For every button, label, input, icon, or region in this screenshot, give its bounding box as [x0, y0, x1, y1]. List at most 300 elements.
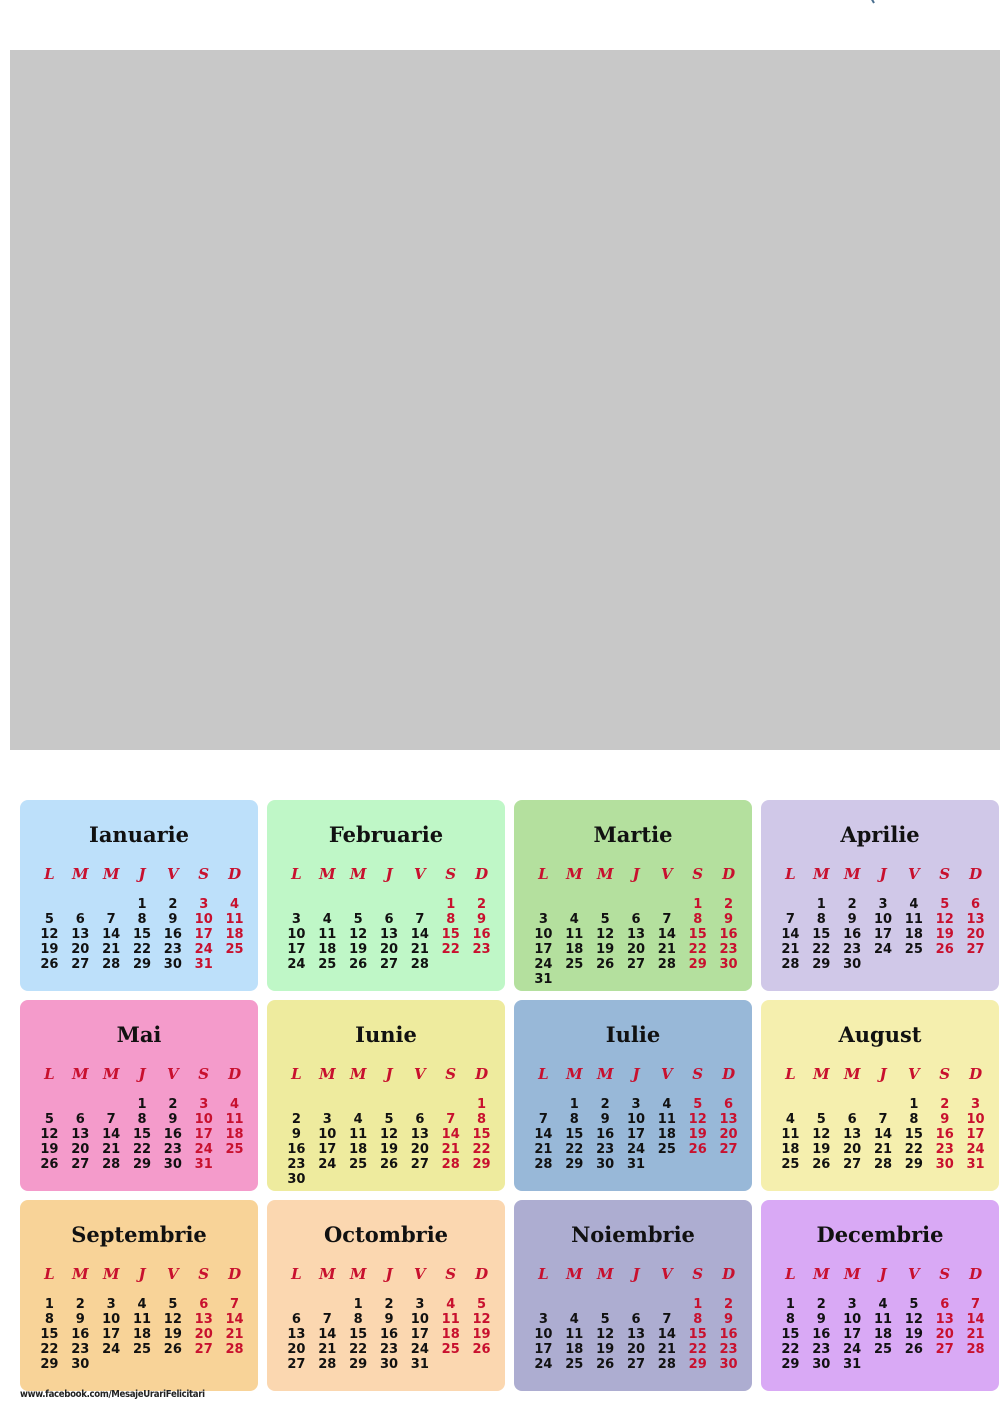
day-number: 11 [781, 1127, 800, 1142]
weekend-day: 16 [472, 927, 491, 942]
day-number: 17 [287, 942, 306, 957]
day-number: 3 [415, 1297, 425, 1312]
weekend-day: 14 [225, 1312, 244, 1327]
weekday-label: D [228, 1265, 242, 1283]
weekday-label: M [102, 1265, 120, 1283]
day-number: 1 [569, 1097, 579, 1112]
month-day-grid [528, 867, 744, 987]
weekend-day: 7 [230, 1297, 240, 1312]
day-number: 11 [565, 1327, 584, 1342]
day-number: 26 [349, 957, 368, 972]
month-card-decembrie [761, 1200, 999, 1391]
day-number: 18 [904, 927, 923, 942]
month-day-grid [34, 1267, 250, 1372]
weekday-label: J [632, 1265, 640, 1283]
day-number: 30 [163, 957, 182, 972]
weekend-day: 17 [966, 1127, 985, 1142]
day-number: 23 [163, 1142, 182, 1157]
day-number: 15 [781, 1327, 800, 1342]
header-spacer [435, 1086, 466, 1094]
day-number: 25 [349, 1157, 368, 1172]
day-number: 14 [102, 1127, 121, 1142]
weekday-label: M [565, 1065, 583, 1083]
day-number: 21 [873, 1142, 893, 1157]
month-card-martie [514, 800, 752, 991]
day-number: 8 [137, 912, 147, 927]
day-number: 14 [102, 927, 121, 942]
weekend-day: 28 [225, 1342, 244, 1357]
header-spacer [312, 1286, 343, 1294]
weekday-label: S [692, 1065, 704, 1083]
weekday-label: S [198, 865, 210, 883]
weekday-label: J [138, 1065, 146, 1083]
header-spacer [281, 1286, 312, 1294]
weekend-day: 22 [688, 1342, 707, 1357]
day-number: 4 [137, 1297, 147, 1312]
weekend-day: 9 [724, 1312, 734, 1327]
header-spacer [404, 1086, 435, 1094]
day-number: 10 [626, 1112, 646, 1127]
day-number: 21 [102, 1142, 121, 1157]
calendar-months [20, 800, 999, 1391]
day-number: 19 [40, 942, 59, 957]
day-number: 23 [287, 1157, 306, 1172]
day-number: 31 [843, 1357, 862, 1372]
header-spacer [960, 886, 991, 894]
weekday-label: M [596, 865, 614, 883]
weekend-day: 10 [194, 1112, 213, 1127]
day-number: 21 [781, 942, 800, 957]
weekend-day: 15 [688, 927, 707, 942]
day-number: 27 [71, 1157, 90, 1172]
day-number: 21 [657, 942, 676, 957]
day-number: 14 [318, 1327, 337, 1342]
day-number: 30 [163, 1157, 182, 1172]
day-number: 7 [106, 912, 116, 927]
day-number: 9 [384, 1312, 394, 1327]
day-number: 6 [631, 912, 641, 927]
day-number: 15 [349, 1327, 368, 1342]
day-number: 28 [534, 1157, 553, 1172]
day-number: 20 [410, 1142, 429, 1157]
day-number: 9 [291, 1127, 301, 1142]
day-number: 5 [353, 912, 363, 927]
month-day-grid [528, 1067, 744, 1172]
weekend-day: 1 [693, 897, 703, 912]
day-number: 12 [812, 1127, 831, 1142]
day-number: 9 [168, 912, 178, 927]
weekend-day: 5 [693, 1097, 703, 1112]
weekday-label: V [661, 1265, 673, 1283]
day-number: 7 [785, 912, 795, 927]
weekend-day: 21 [966, 1327, 985, 1342]
weekend-day: 11 [225, 1112, 244, 1127]
header-spacer [404, 886, 435, 894]
weekday-label: L [785, 1265, 796, 1283]
day-number: 17 [626, 1127, 646, 1142]
photo-placeholder [10, 50, 1000, 750]
header-spacer [127, 886, 158, 894]
day-number: 15 [565, 1127, 584, 1142]
month-title: Iunie [355, 1022, 417, 1047]
header-spacer [929, 886, 960, 894]
day-number: 19 [812, 1142, 831, 1157]
day-number: 1 [909, 1097, 919, 1112]
weekday-label: J [632, 1065, 640, 1083]
day-number: 8 [353, 1312, 363, 1327]
day-number: 25 [657, 1142, 676, 1157]
day-number: 20 [71, 1142, 90, 1157]
day-number: 19 [596, 1342, 615, 1357]
day-number: 28 [410, 957, 429, 972]
day-number: 15 [904, 1127, 923, 1142]
weekend-day: 23 [935, 1142, 954, 1157]
weekday-label: M [102, 1065, 120, 1083]
day-number: 18 [565, 1342, 584, 1357]
day-number: 2 [168, 897, 178, 912]
weekend-day: 23 [719, 1342, 738, 1357]
day-number: 22 [812, 942, 831, 957]
day-number: 1 [44, 1297, 54, 1312]
weekend-day: 21 [225, 1327, 244, 1342]
day-number: 6 [75, 912, 85, 927]
day-number: 23 [71, 1342, 90, 1357]
weekday-label: S [692, 1265, 704, 1283]
weekday-label: M [318, 1065, 336, 1083]
day-number: 8 [785, 1312, 795, 1327]
header-spacer [312, 1086, 343, 1094]
weekday-label: D [969, 1265, 983, 1283]
day-number: 1 [816, 897, 826, 912]
weekend-day: 26 [935, 942, 954, 957]
header-spacer [219, 1086, 250, 1094]
day-number: 5 [44, 1112, 54, 1127]
month-title: Septembrie [71, 1222, 207, 1247]
day-number: 2 [168, 1097, 178, 1112]
day-number: 10 [102, 1312, 121, 1327]
day-number: 9 [600, 1112, 610, 1127]
header-spacer [96, 1086, 127, 1094]
day-number: 7 [662, 1312, 672, 1327]
weekday-label: M [71, 865, 89, 883]
day-number: 31 [410, 1357, 429, 1372]
header-spacer [898, 886, 929, 894]
day-number: 16 [71, 1327, 90, 1342]
weekday-label: D [475, 1065, 489, 1083]
day-number: 28 [873, 1157, 893, 1172]
header-spacer [404, 1286, 435, 1294]
day-number: 3 [106, 1297, 116, 1312]
header-spacer [157, 1086, 188, 1094]
day-number: 22 [349, 1342, 368, 1357]
day-number: 15 [132, 1127, 152, 1142]
day-number: 24 [873, 942, 893, 957]
day-number: 17 [534, 942, 553, 957]
weekday-label: V [414, 1065, 426, 1083]
day-number: 18 [657, 1127, 676, 1142]
header-spacer [466, 1086, 497, 1094]
weekday-label: M [596, 1065, 614, 1083]
header-spacer [343, 886, 374, 894]
day-number: 17 [873, 927, 893, 942]
day-number: 10 [410, 1312, 429, 1327]
weekend-day: 9 [477, 912, 487, 927]
weekday-label: L [785, 1065, 796, 1083]
day-number: 19 [349, 942, 368, 957]
weekend-day: 15 [688, 1327, 707, 1342]
weekend-day: 17 [194, 927, 213, 942]
weekend-day: 28 [441, 1157, 460, 1172]
weekday-label: S [198, 1065, 210, 1083]
weekend-day: 13 [966, 912, 985, 927]
weekday-label: D [722, 865, 736, 883]
weekend-day: 11 [441, 1312, 460, 1327]
day-number: 4 [353, 1112, 363, 1127]
weekday-label: S [692, 865, 704, 883]
day-number: 27 [626, 1357, 646, 1372]
day-number: 12 [379, 1127, 399, 1142]
weekend-day: 7 [446, 1112, 456, 1127]
day-number: 22 [904, 1142, 923, 1157]
day-number: 2 [847, 897, 857, 912]
day-number: 22 [40, 1342, 59, 1357]
weekday-label: M [102, 865, 120, 883]
day-number: 23 [379, 1342, 399, 1357]
day-number: 12 [349, 927, 368, 942]
weekday-label: S [445, 865, 457, 883]
weekend-day: 31 [194, 957, 213, 972]
day-number: 22 [781, 1342, 800, 1357]
day-number: 4 [569, 912, 579, 927]
weekday-label: M [349, 865, 367, 883]
header-spacer [837, 886, 868, 894]
header-spacer [188, 1286, 219, 1294]
weekday-label: V [414, 865, 426, 883]
day-number: 12 [904, 1312, 923, 1327]
weekday-label: M [596, 1265, 614, 1283]
day-number: 16 [287, 1142, 306, 1157]
weekend-day: 21 [441, 1142, 460, 1157]
header-spacer [713, 886, 744, 894]
month-day-grid [775, 867, 991, 972]
month-card-mai [20, 1000, 258, 1191]
day-number: 6 [847, 1112, 857, 1127]
day-number: 30 [287, 1172, 306, 1187]
month-card-octombrie [267, 1200, 505, 1391]
weekday-label: M [349, 1065, 367, 1083]
header-spacer [621, 886, 652, 894]
day-number: 9 [847, 912, 857, 927]
day-number: 6 [415, 1112, 425, 1127]
weekday-label: L [44, 865, 55, 883]
header-spacer [435, 1286, 466, 1294]
header-spacer [127, 1286, 158, 1294]
weekend-day: 18 [225, 927, 244, 942]
weekend-day: 18 [225, 1127, 244, 1142]
weekday-label: V [167, 1065, 179, 1083]
weekend-day: 30 [719, 1357, 738, 1372]
weekend-day: 23 [719, 942, 738, 957]
header-spacer [775, 886, 806, 894]
header-spacer [590, 1086, 621, 1094]
day-number: 24 [843, 1342, 862, 1357]
weekend-day: 30 [719, 957, 738, 972]
day-number: 13 [626, 1327, 646, 1342]
header-spacer [621, 1286, 652, 1294]
day-number: 27 [287, 1357, 306, 1372]
month-card-iunie [267, 1000, 505, 1191]
day-number: 23 [843, 942, 862, 957]
weekday-label: M [565, 865, 583, 883]
day-number: 11 [132, 1312, 152, 1327]
day-number: 15 [132, 927, 152, 942]
weekday-label: L [538, 1065, 549, 1083]
weekday-label: M [565, 1265, 583, 1283]
weekday-label: J [879, 1265, 887, 1283]
day-number: 24 [287, 957, 306, 972]
day-number: 24 [534, 957, 553, 972]
weekday-label: J [138, 865, 146, 883]
weekday-label: J [632, 865, 640, 883]
day-number: 11 [318, 927, 337, 942]
header-spacer [157, 1286, 188, 1294]
weekend-day: 31 [966, 1157, 985, 1172]
header-spacer [590, 886, 621, 894]
month-title: Iulie [605, 1022, 661, 1047]
header-spacer [775, 1286, 806, 1294]
day-number: 24 [318, 1157, 337, 1172]
day-number: 12 [40, 927, 59, 942]
day-number: 5 [600, 912, 610, 927]
day-number: 3 [538, 912, 548, 927]
header-spacer [528, 1086, 559, 1094]
weekday-label: J [385, 865, 393, 883]
month-card-ianuarie [20, 800, 258, 991]
header-spacer [559, 886, 590, 894]
day-number: 4 [878, 1297, 888, 1312]
day-number: 19 [904, 1327, 923, 1342]
day-number: 2 [75, 1297, 85, 1312]
day-number: 25 [873, 1342, 893, 1357]
day-number: 9 [75, 1312, 85, 1327]
header-spacer [682, 1086, 713, 1094]
day-number: 16 [843, 927, 862, 942]
weekend-day: 1 [693, 1297, 703, 1312]
day-number: 22 [132, 1142, 152, 1157]
header-spacer [157, 886, 188, 894]
month-title: Octombrie [323, 1222, 449, 1247]
month-title: Noiembrie [571, 1222, 695, 1247]
weekday-label: D [228, 1065, 242, 1083]
month-day-grid [281, 1267, 497, 1372]
weekend-day: 1 [446, 897, 456, 912]
day-number: 13 [379, 927, 399, 942]
weekday-label: V [167, 1265, 179, 1283]
day-number: 13 [626, 927, 646, 942]
day-number: 26 [40, 957, 59, 972]
corner-mark-icon [868, 0, 882, 6]
day-number: 10 [534, 927, 553, 942]
weekend-day: 4 [230, 1097, 240, 1112]
weekend-day: 16 [935, 1127, 954, 1142]
day-number: 17 [534, 1342, 553, 1357]
header-spacer [466, 886, 497, 894]
weekend-day: 9 [724, 912, 734, 927]
header-spacer [188, 1086, 219, 1094]
day-number: 30 [379, 1357, 399, 1372]
day-number: 7 [662, 912, 672, 927]
weekend-day: 29 [688, 1357, 707, 1372]
weekend-day: 19 [935, 927, 954, 942]
day-number: 27 [71, 957, 90, 972]
weekend-day: 22 [441, 942, 460, 957]
header-spacer [96, 886, 127, 894]
day-number: 11 [873, 1312, 893, 1327]
weekend-day: 3 [199, 897, 209, 912]
header-spacer [312, 886, 343, 894]
day-number: 22 [132, 942, 152, 957]
header-spacer [806, 886, 837, 894]
day-number: 20 [71, 942, 90, 957]
weekend-day: 16 [719, 1327, 738, 1342]
header-spacer [837, 1086, 868, 1094]
day-number: 26 [40, 1157, 59, 1172]
day-number: 6 [75, 1112, 85, 1127]
weekday-label: M [843, 1065, 861, 1083]
weekend-day: 6 [724, 1097, 734, 1112]
day-number: 7 [878, 1112, 888, 1127]
day-number: 12 [40, 1127, 59, 1142]
weekend-day: 23 [472, 942, 491, 957]
weekday-label: J [138, 1265, 146, 1283]
weekend-day: 2 [477, 897, 487, 912]
day-number: 24 [102, 1342, 121, 1357]
day-number: 8 [44, 1312, 54, 1327]
weekend-day: 20 [719, 1127, 738, 1142]
header-spacer [374, 1086, 405, 1094]
day-number: 29 [40, 1357, 59, 1372]
day-number: 19 [40, 1142, 59, 1157]
day-number: 21 [102, 942, 121, 957]
day-number: 1 [137, 897, 147, 912]
weekday-label: D [722, 1065, 736, 1083]
day-number: 14 [410, 927, 429, 942]
weekday-label: J [879, 865, 887, 883]
weekend-day: 6 [199, 1297, 209, 1312]
weekday-label: L [785, 865, 796, 883]
weekend-day: 22 [472, 1142, 491, 1157]
weekend-day: 22 [688, 942, 707, 957]
footer-url: www.facebook.com/MesajeUrariFelicitari [20, 1389, 205, 1400]
month-title: Aprilie [840, 822, 920, 847]
day-number: 8 [137, 1112, 147, 1127]
day-number: 1 [785, 1297, 795, 1312]
weekend-day: 2 [940, 1097, 950, 1112]
day-number: 29 [349, 1357, 368, 1372]
header-spacer [868, 1086, 899, 1094]
day-number: 2 [816, 1297, 826, 1312]
day-number: 19 [596, 942, 615, 957]
weekday-label: L [291, 865, 302, 883]
weekend-day: 14 [966, 1312, 985, 1327]
weekend-day: 26 [688, 1142, 707, 1157]
weekend-day: 29 [472, 1157, 491, 1172]
day-number: 28 [657, 1357, 676, 1372]
weekday-label: V [167, 865, 179, 883]
month-day-grid [528, 1267, 744, 1372]
day-number: 12 [596, 1327, 615, 1342]
day-number: 3 [878, 897, 888, 912]
